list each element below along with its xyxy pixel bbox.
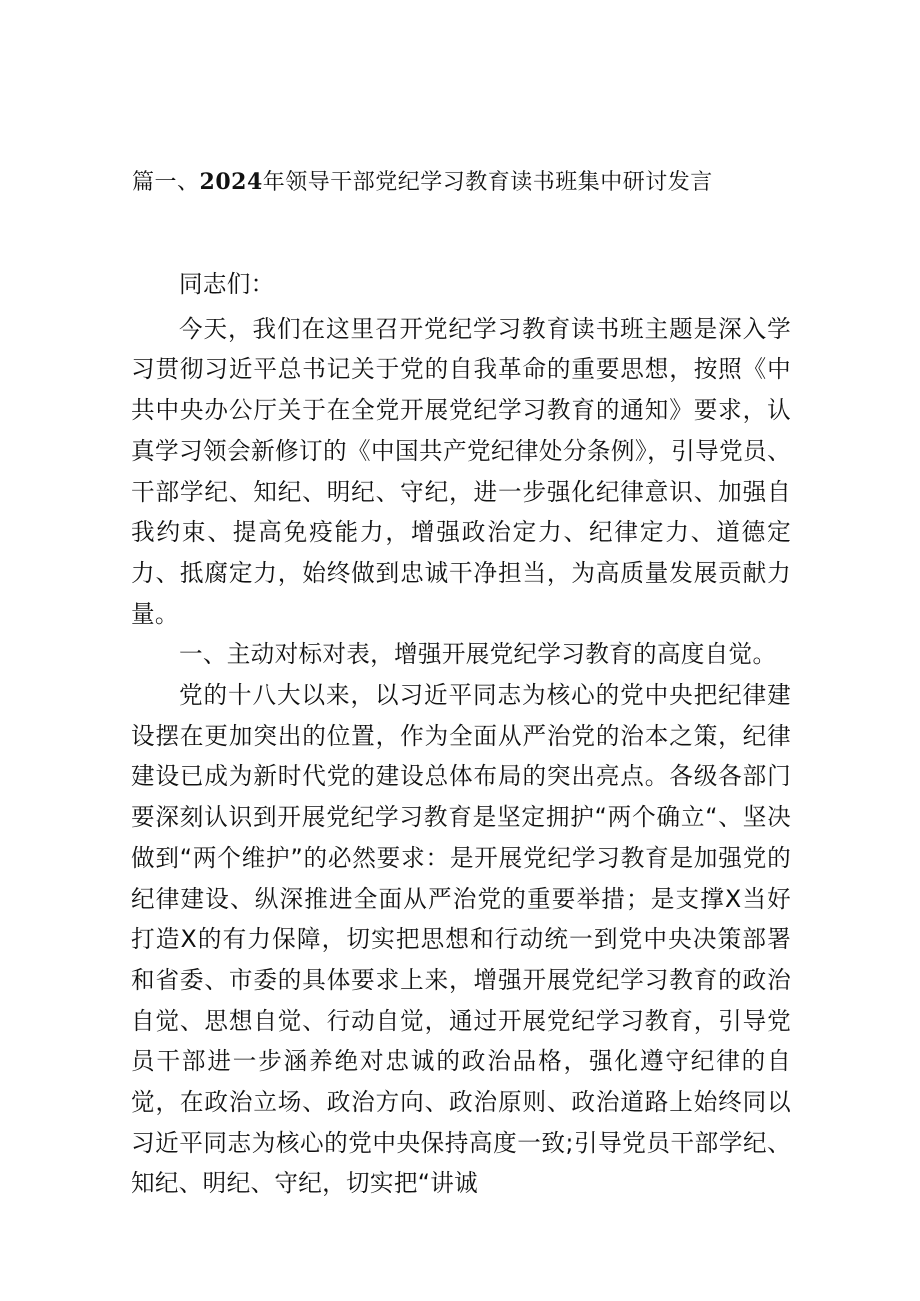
title-rest: 年领导干部党纪学习教育读书班集中研讨发言	[262, 170, 713, 195]
greeting: 同志们：	[179, 270, 275, 298]
title-prefix: 篇一、	[132, 170, 200, 195]
document-title	[132, 166, 852, 199]
title-year: 2024	[199, 169, 263, 195]
paragraph-section-1: 党的十八大以来，以习近平同志为核心的党中央把纪律建设摆在更加突出的位置，作为全面从严治党的治本之策，纪律建设已成为新时代党的建设总体布局的突出亮点。各级各部门要深刻认识到开展党纪学习教育是坚定拥护“两个确立“、坚决做到“两个维护”的必然要求：是开展党纪学习教育是加强党的纪律建设、纵深推进全面从严治党的重要举措；是支撑X当好打造X的有力保障，切实把思想和行动统一到党中央决策部署和省委、市委的具体要求上来，增强开展党纪学习教育的政治自觉、思想自觉、行动自觉，通过开展党纪学习教育，引导党员干部进一步涵养绝对忠诚的政治品格，强化遵守纪律的自觉，在政治立场、政治方向、政治原则、政治道路上始终同以习近平同志为核心的党中央保持高度一致;引导党员干部学纪、知纪、明纪、守纪，切实把“讲诚	[131, 681, 791, 1198]
section-heading-1: 一、主动对标对表，增强开展党纪学习教育的高度自觉。	[179, 640, 777, 669]
paragraph-opening: 今天，我们在这里召开党纪学习教育读书班主题是深入学习贯彻习近平总书记关于党的自我革命的重要思想，按照《中共中央办公厅关于在全党开展党纪学习教育的通知》要求，认真学习领会新修订的《中国共产党纪律处分条例》，引导党员、干部学纪、知纪、明纪、守纪，进一步强化纪律意识、加强自我约束、提高免疫能力，增强政治定力、纪律定力、道德定力、抵腐定力，始终做到忠诚干净担当，为高质量发展贡献力量。	[131, 314, 791, 628]
document-body	[131, 264, 791, 1204]
